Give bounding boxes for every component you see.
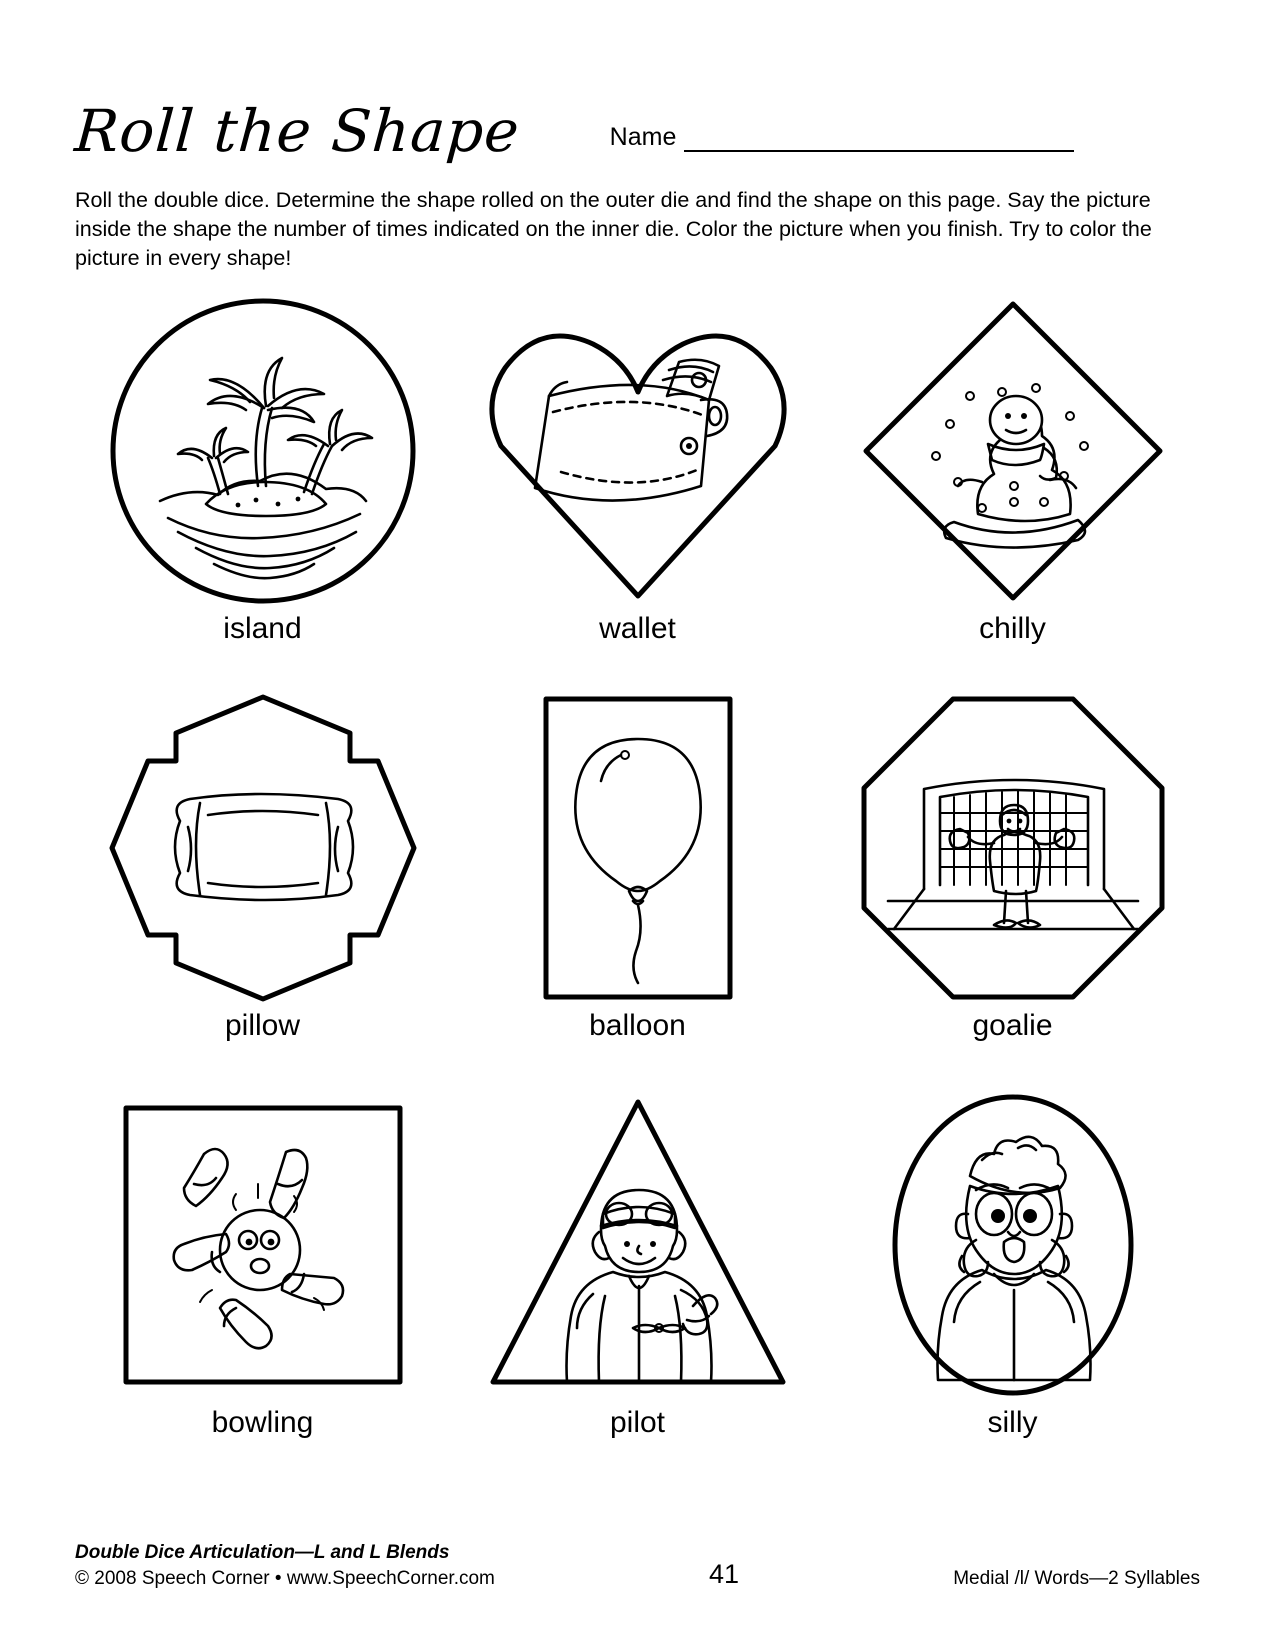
shape-cell-pillow	[75, 693, 450, 1090]
picture-label: goalie	[972, 1008, 1053, 1042]
star-square-shape	[108, 693, 418, 1003]
rectangle-shape	[483, 693, 793, 1003]
shapes-grid	[75, 296, 1200, 1487]
shape-cell-silly	[825, 1090, 1200, 1487]
picture-label: wallet	[599, 611, 676, 645]
goalie-illustration	[858, 693, 1168, 1003]
page-header	[72, 70, 1200, 165]
page-footer	[75, 1540, 1200, 1592]
heart-shape	[483, 296, 793, 606]
name-field-group	[610, 123, 1075, 160]
bowling-illustration	[108, 1090, 418, 1400]
page-number: 41	[709, 1559, 740, 1589]
triangle-shape	[483, 1090, 793, 1400]
picture-label: island	[223, 611, 302, 645]
diamond-shape	[858, 296, 1168, 606]
island-illustration	[108, 296, 418, 606]
picture-label: chilly	[979, 611, 1046, 645]
pilot-illustration	[483, 1090, 793, 1400]
footer-target-sounds: Medial /l/ Words—2 Syllables	[953, 1568, 1200, 1589]
silly-boy-illustration	[858, 1090, 1168, 1400]
shape-cell-goalie	[825, 693, 1200, 1090]
square-shape	[108, 1090, 418, 1400]
wallet-illustration	[483, 296, 793, 606]
picture-label: balloon	[589, 1008, 686, 1042]
shape-cell-balloon	[450, 693, 825, 1090]
shape-cell-chilly	[825, 296, 1200, 693]
octagon-shape	[858, 693, 1168, 1003]
footer-left-block	[75, 1540, 495, 1592]
footer-copyright: © 2008 Speech Corner • www.SpeechCorner.com	[75, 1567, 495, 1589]
page-title: Roll the Shape	[72, 97, 523, 165]
shape-cell-pilot	[450, 1090, 825, 1487]
oval-shape	[858, 1090, 1168, 1400]
name-label: Name	[609, 123, 677, 151]
shape-cell-island	[75, 296, 450, 693]
instructions-text: Roll the double dice. Determine the shape rolled on the outer die and find the shape on this page. Say the picture inside the shape the number of times indicated on the inner die. Color the picture when you finish. Try to color the picture in every shape!	[75, 188, 1152, 271]
picture-label: bowling	[211, 1405, 314, 1439]
shape-cell-bowling	[75, 1090, 450, 1487]
shape-cell-wallet	[450, 296, 825, 693]
balloon-illustration	[483, 693, 793, 1003]
picture-label: pillow	[224, 1008, 301, 1042]
footer-series: Double Dice Articulation—L and L Blends	[75, 1541, 450, 1563]
circle-shape	[108, 296, 418, 606]
chilly-snowman-illustration	[858, 296, 1168, 606]
picture-label: silly	[987, 1405, 1038, 1439]
name-input-line[interactable]	[684, 124, 1074, 152]
picture-label: pilot	[609, 1405, 666, 1439]
pillow-illustration	[108, 693, 418, 1003]
